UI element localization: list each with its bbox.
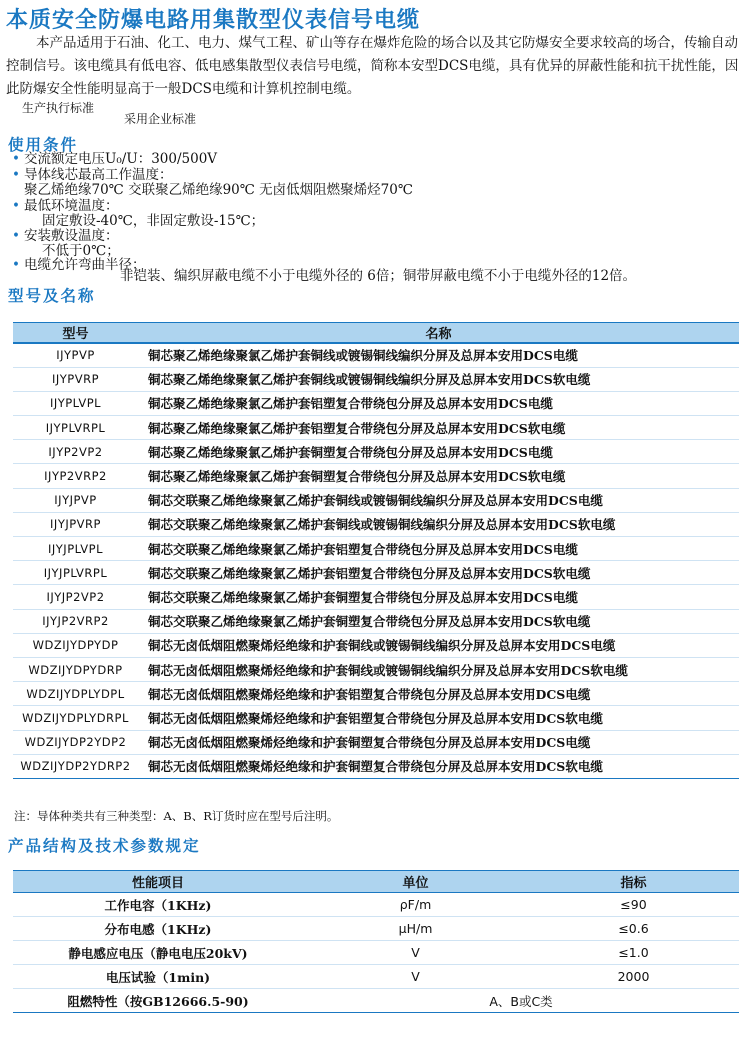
table-row [13,561,739,585]
model-name: 铜芯交联聚乙烯绝缘聚氯乙烯护套铜塑复合带绕包分屏及总屏本安用DCS软电缆 [138,609,739,633]
model-code: IJYPLVRPL [13,416,138,440]
property-value: A、B或C类 [303,989,739,1013]
table-row [13,965,739,989]
table-row [13,512,739,536]
bullet-icon: • [12,198,20,214]
page-title: 本质安全防爆电路用集散型仪表信号电缆 [6,8,421,33]
model-name: 铜芯无卤低烟阻燃聚烯烃绝缘和护套铜塑复合带绕包分屏及总屏本安用DCS软电缆 [138,754,739,778]
table-row [13,367,739,391]
condition-item [12,198,119,214]
table-row [13,754,739,778]
model-code: IJYJP2VRP2 [13,609,138,633]
model-column-header: 型号 [13,323,138,344]
bullet-icon: • [12,151,20,167]
model-code: WDZIJYDPYDP [13,633,138,657]
model-name: 铜芯聚乙烯绝缘聚氯乙烯护套铜塑复合带绕包分屏及总屏本安用DCS软电缆 [138,464,739,488]
condition-text: 安装敷设温度： [24,228,119,244]
model-code: WDZIJYDP2YDRP2 [13,754,138,778]
model-name: 铜芯无卤低烟阻燃聚烯烃绝缘和护套铜线或镀锡铜线编织分屏及总屏本安用DCS电缆 [138,633,739,657]
property-unit: V [303,941,528,965]
table-row [13,391,739,415]
models-table [13,322,739,779]
model-name: 铜芯聚乙烯绝缘聚氯乙烯护套铜线或镀锡铜线编织分屏及总屏本安用DCS电缆 [138,343,739,367]
model-code: WDZIJYDPYDRP [13,657,138,681]
model-code: IJYPLVPL [13,391,138,415]
model-name: 铜芯交联聚乙烯绝缘聚氯乙烯护套铜线或镀锡铜线编织分屏及总屏本安用DCS电缆 [138,488,739,512]
property-unit: V [303,965,528,989]
model-name: 铜芯无卤低烟阻燃聚烯烃绝缘和护套铝塑复合带绕包分屏及总屏本安用DCS电缆 [138,682,739,706]
conditions-heading: 使用条件 [8,136,79,154]
table-row [13,537,739,561]
property-name: 阻燃特性（按GB12666.5-90) [13,989,303,1013]
table-row [13,682,739,706]
table-row [13,706,739,730]
model-name: 铜芯无卤低烟阻燃聚烯烃绝缘和护套铝塑复合带绕包分屏及总屏本安用DCS软电缆 [138,706,739,730]
value-column-header: 指标 [528,871,739,893]
model-code: IJYPVRP [13,367,138,391]
item-column-header: 性能项目 [13,871,303,893]
condition-text: 非铠装、编织屏蔽电缆不小于电缆外径的 6倍；铜带屏蔽电缆不小于电缆外径的12倍。 [120,268,637,284]
table-row [13,609,739,633]
condition-text: 固定敷设-40℃，非固定敷设-15℃； [42,213,265,229]
table-row [13,440,739,464]
property-name: 工作电容（1KHz) [13,893,303,917]
condition-text: 聚乙烯绝缘70℃ 交联聚乙烯绝缘90℃ 无卤低烟阻燃聚烯烃70℃ [24,182,413,198]
standard-label: 生产执行标准 [22,101,95,115]
model-name: 铜芯聚乙烯绝缘聚氯乙烯护套铜线或镀锡铜线编织分屏及总屏本安用DCS软电缆 [138,367,739,391]
table-row [13,657,739,681]
table-row [13,464,739,488]
condition-item [12,151,218,167]
table-row [13,585,739,609]
models-heading: 型号及名称 [8,287,96,305]
model-name: 铜芯聚乙烯绝缘聚氯乙烯护套铜塑复合带绕包分屏及总屏本安用DCS电缆 [138,440,739,464]
condition-text: 导体线芯最高工作温度： [24,167,173,183]
model-code: IJYJPVP [13,488,138,512]
condition-item [24,183,413,198]
model-code: IJYPVP [13,343,138,367]
model-code: IJYJPVRP [13,512,138,536]
intro-paragraph: 本产品适用于石油、化工、电力、煤气工程、矿山等存在爆炸危险的场合以及其它防爆安全要求较高的场合，传输自动控制信号。该电缆具有低电容、低电感集散型仪表信号电缆，简称本安型DCS电缆，具有优异的屏蔽性能和抗干扰性能，因此防爆安全性能明显高于一般DCS电缆和计算机控制电缆。 [6,35,739,97]
condition-item [120,269,636,284]
condition-text: 最低环境温度： [24,198,119,214]
property-value: ≤1.0 [528,941,739,965]
bullet-icon: • [12,167,20,183]
model-name: 铜芯交联聚乙烯绝缘聚氯乙烯护套铝塑复合带绕包分屏及总屏本安用DCS软电缆 [138,561,739,585]
bullet-icon: • [12,228,20,244]
table-row [13,633,739,657]
model-name: 铜芯交联聚乙烯绝缘聚氯乙烯护套铜塑复合带绕包分屏及总屏本安用DCS电缆 [138,585,739,609]
model-name: 铜芯交联聚乙烯绝缘聚氯乙烯护套铜线或镀锡铜线编织分屏及总屏本安用DCS软电缆 [138,512,739,536]
model-code: WDZIJYDPLYDRPL [13,706,138,730]
model-name: 铜芯无卤低烟阻燃聚烯烃绝缘和护套铜塑复合带绕包分屏及总屏本安用DCS电缆 [138,730,739,754]
property-unit: ρF/m [303,893,528,917]
table-row [13,416,739,440]
model-code: WDZIJYDPLYDPL [13,682,138,706]
condition-text: 电缆允许弯曲半径： [24,257,146,273]
model-name: 铜芯聚乙烯绝缘聚氯乙烯护套铝塑复合带绕包分屏及总屏本安用DCS电缆 [138,391,739,415]
property-name: 电压试验（1min) [13,965,303,989]
table-row [13,893,739,917]
condition-item [12,167,173,183]
model-code: IJYJPLVRPL [13,561,138,585]
model-code: IJYP2VRP2 [13,464,138,488]
model-code: IJYP2VP2 [13,440,138,464]
property-unit: μH/m [303,917,528,941]
table-row [13,917,739,941]
tech-table [13,870,739,1013]
standard-value: 采用企业标准 [124,112,197,126]
model-name: 铜芯无卤低烟阻燃聚烯烃绝缘和护套铜线或镀锡铜线编织分屏及总屏本安用DCS软电缆 [138,657,739,681]
condition-item [12,228,119,244]
table-row [13,989,739,1013]
property-value: ≤90 [528,893,739,917]
property-value: 2000 [528,965,739,989]
property-value: ≤0.6 [528,917,739,941]
model-code: IJYJP2VP2 [13,585,138,609]
model-name: 铜芯聚乙烯绝缘聚氯乙烯护套铝塑复合带绕包分屏及总屏本安用DCS软电缆 [138,416,739,440]
table-row [13,730,739,754]
table-row [13,343,739,367]
table-row [13,941,739,965]
condition-text: 交流额定电压U₀/U：300/500V [24,151,218,167]
models-table-header [13,323,739,344]
bullet-icon: • [12,257,20,273]
tech-heading: 产品结构及技术参数规定 [8,837,201,855]
model-name: 铜芯交联聚乙烯绝缘聚氯乙烯护套铝塑复合带绕包分屏及总屏本安用DCS电缆 [138,537,739,561]
tech-table-header [13,871,739,893]
table-row [13,488,739,512]
condition-text: 不低于0℃； [42,243,120,259]
name-column-header: 名称 [138,323,739,344]
footnote: 注：导体种类共有三种类型：A、B、R订货时应在型号后注明。 [14,809,339,823]
model-code: IJYJPLVPL [13,537,138,561]
unit-column-header: 单位 [303,871,528,893]
property-name: 静电感应电压（静电电压20kV) [13,941,303,965]
model-code: WDZIJYDP2YDP2 [13,730,138,754]
condition-item [42,214,264,229]
property-name: 分布电感（1KHz) [13,917,303,941]
